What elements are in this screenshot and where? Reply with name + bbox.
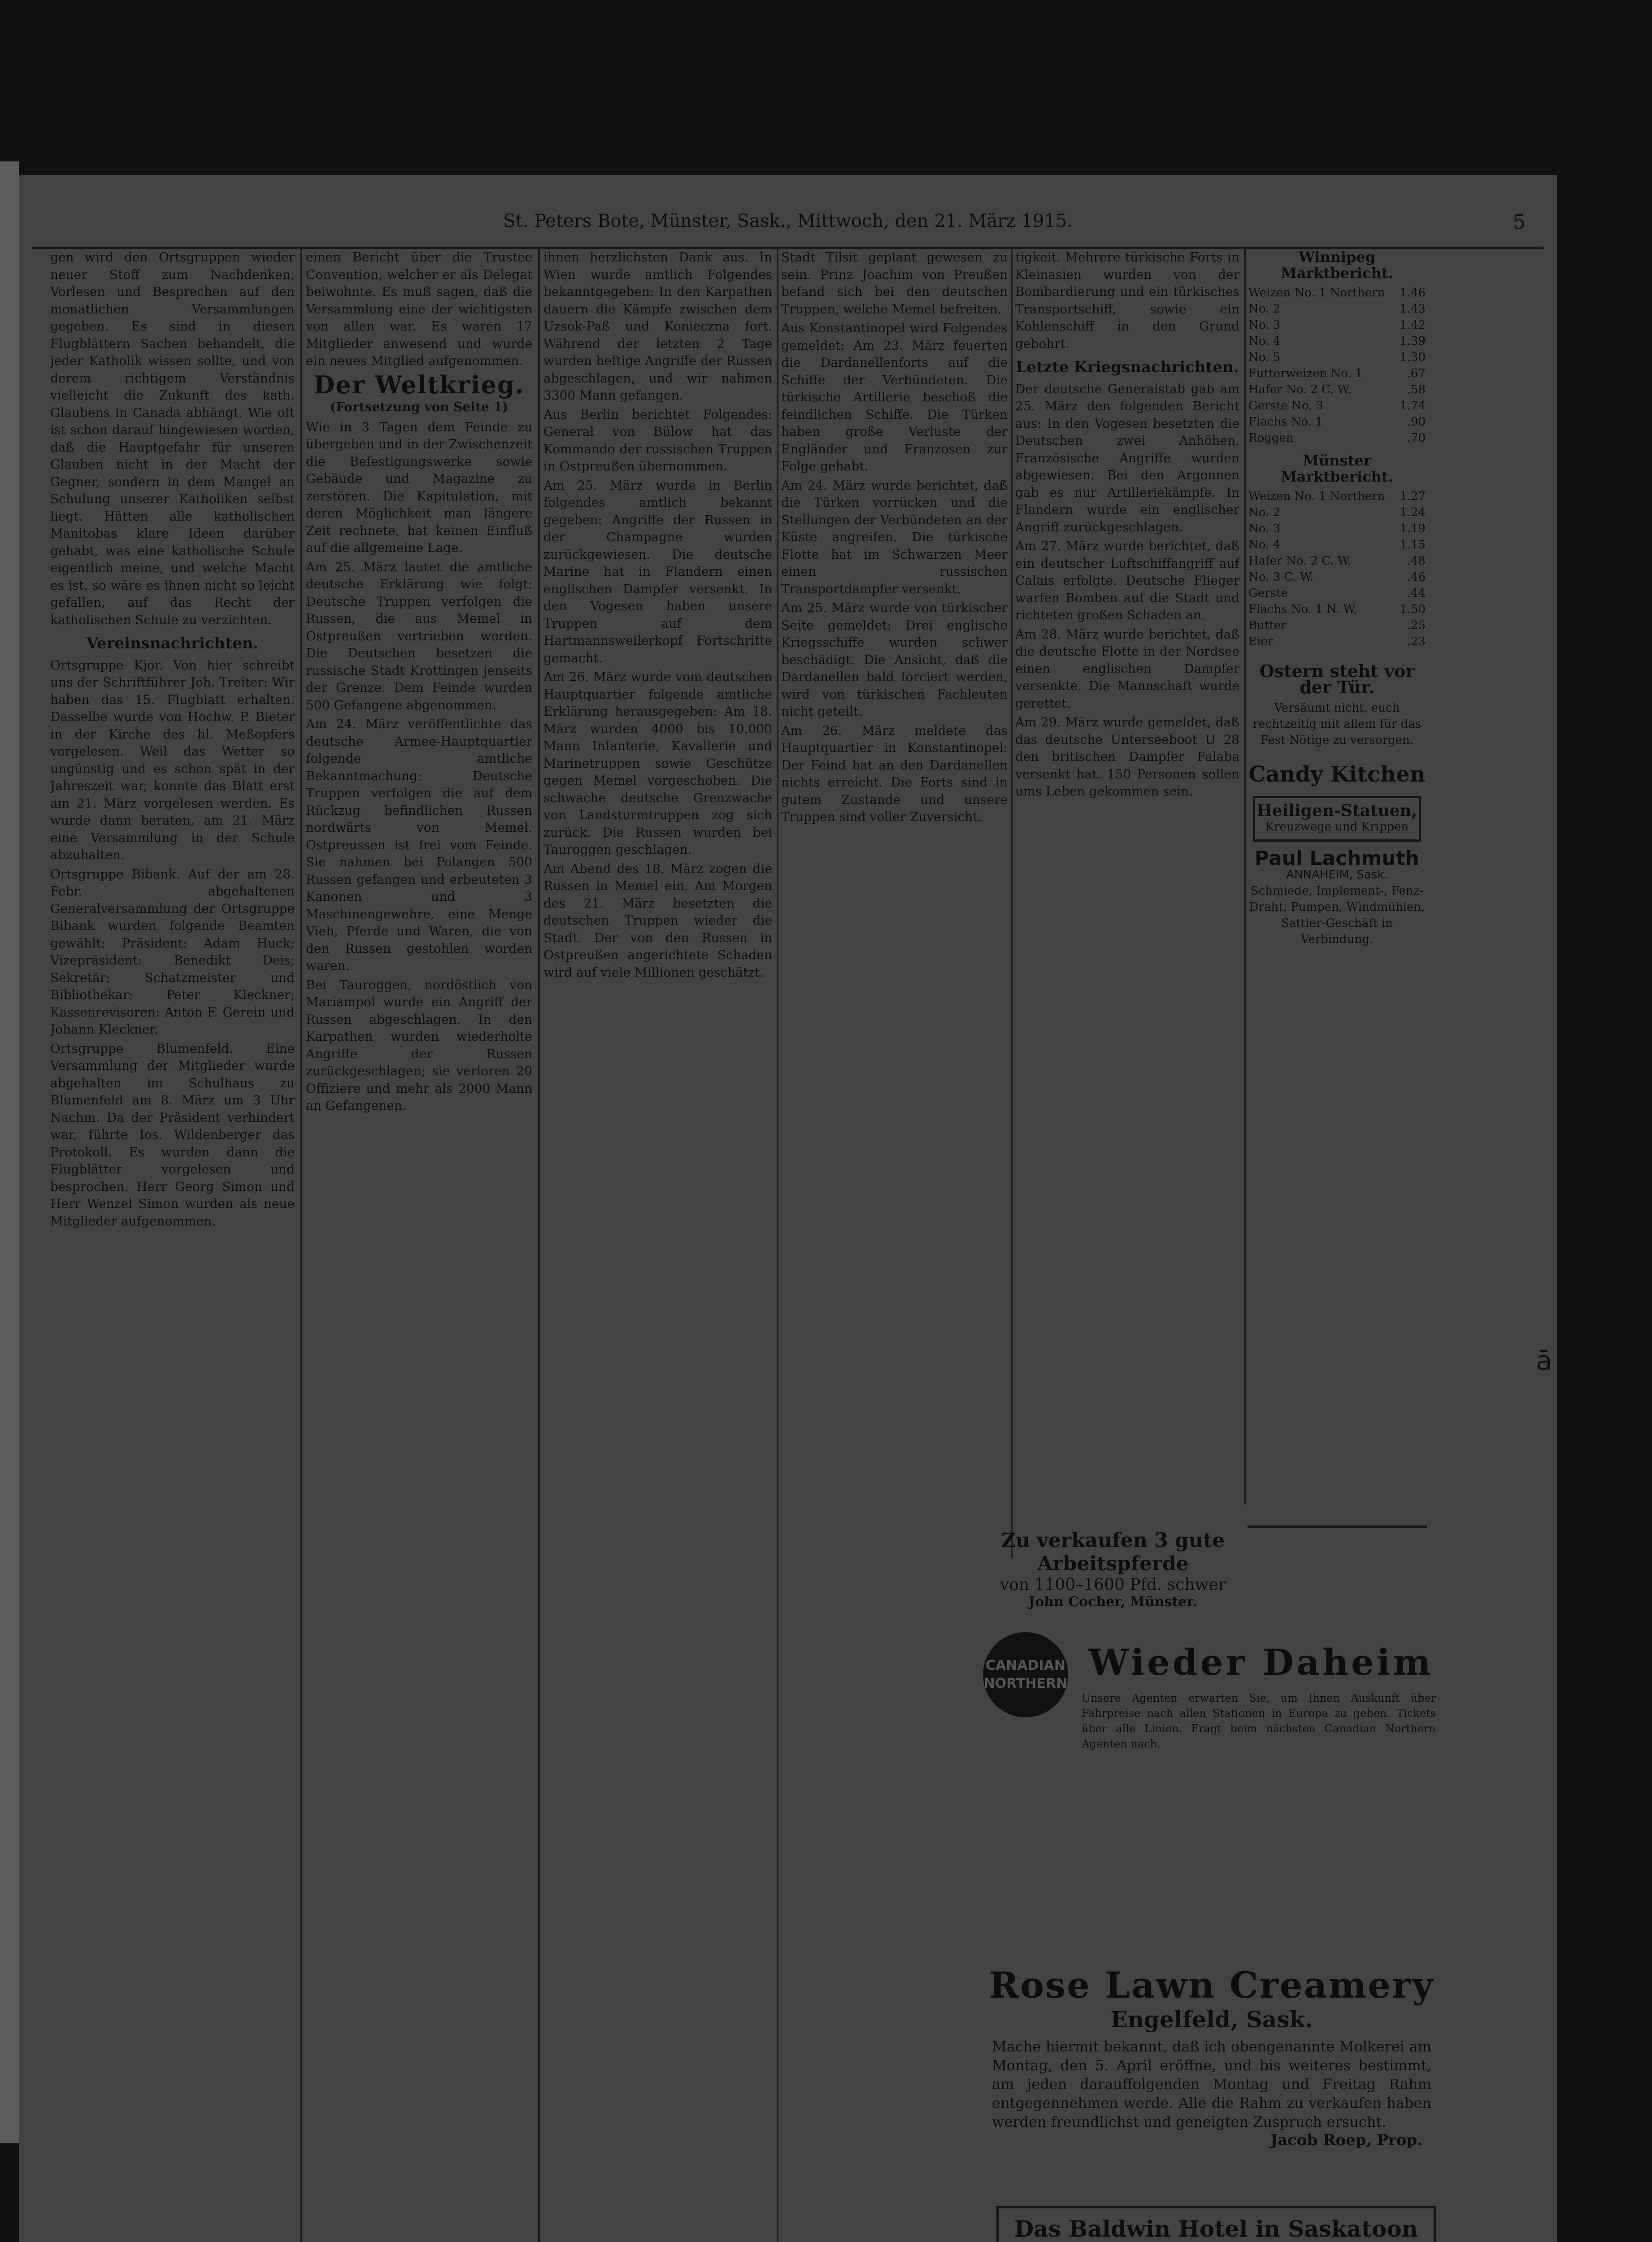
- market-column: [1248, 249, 1426, 1527]
- winnipeg-item-price: 1.74: [1400, 399, 1426, 413]
- market-bottom-rule: [1248, 1525, 1427, 1528]
- muenster-item-label: No. 2: [1248, 506, 1281, 519]
- winnipeg-item-price: 1.46: [1400, 286, 1426, 300]
- muenster-row: [1248, 601, 1426, 617]
- muenster-row: [1248, 553, 1426, 569]
- winnipeg-row: [1248, 382, 1426, 398]
- col2-body-3: Am 24. März veröffentlichte das deutsche Armee-Hauptquartier folgende amtliche Bekanntmachung: Deutsche Truppen verfolgen die auf dem Rückzug befindlichen Russen nordwärts von Memel. Ostpreussen ist frei vom Feinde. Sie nahmen bei Polangen 500 Russen gefangen und erbeuteten 3 Kanonen und 3 Maschinengewehre, eine Menge Vieh, Pferde und Waren, die von den Russen gestohlen worden waren.: [306, 717, 532, 973]
- column-5: [1015, 249, 1239, 1558]
- pencil-margin-mark: ā: [1536, 1345, 1552, 1377]
- muenster-item-label: Flachs No. 1 N. W.: [1248, 603, 1357, 616]
- muenster-row: [1248, 504, 1426, 521]
- col5-body-4: Am 29. März wurde gemeldet, daß das deutsche Unterseeboot U 28 den britischen Dampfer Falaba versenkt hat. 150 Personen sollen ums Leben gekommen sein.: [1015, 715, 1239, 799]
- wieder-daheim-heading: Wieder Daheim: [1088, 1641, 1434, 1683]
- rose-owner: Jacob Roep, Prop.: [1270, 2131, 1422, 2149]
- muenster-item-label: No. 3: [1248, 522, 1281, 535]
- rose-place: Engelfeld, Sask.: [1110, 2006, 1313, 2033]
- canadian-logo-top: CANADIAN: [986, 1658, 1065, 1673]
- pferde-ad: [983, 1529, 1243, 1610]
- winnipeg-item-label: Gerste No. 3: [1248, 399, 1324, 413]
- muenster-item-label: Weizen No. 1 Northern: [1248, 490, 1385, 503]
- col4-body-4: Am 26. März meldete das Hauptquartier in Konstantinopel: Der Feind hat an den Dardanellen nichts erreicht. Die Forts sind in gutem Zustande und unsere Truppen sind voller Zuversicht.: [781, 723, 1008, 824]
- muenster-item-price: .25: [1407, 619, 1426, 632]
- winnipeg-item-price: 1.39: [1400, 335, 1426, 348]
- winnipeg-item-price: 1.43: [1400, 302, 1426, 316]
- baldwin-hotel-ad: [996, 2206, 1436, 2242]
- col3-body-1: Aus Berlin berichtet Folgendes: General von Bülow hat das Kommando der russischen Truppen in Ostpreußen übernommen.: [543, 407, 772, 474]
- masthead-title: St. Peters Bote, Münster, Sask., Mittwoch, den 21. März 1915.: [503, 211, 1073, 231]
- col1-report-kjor: Ortsgruppe Kjor. Von hier schreibt uns der Schriftführer Joh. Treiter: Wir haben das 15. Flugblatt erhalten. Dasselbe wurde von Hochw. P. Bieter in der Kirche des hl. Meßopfers vorgelesen. Weil das Wetter so ungünstig und es schon spät in der Jahreszeit war, konnte das Blatt erst am 21. März vorgelesen werden. Es wurde dann beraten, am 21. März eine Versammlung in der Schule abzuhalten.: [50, 657, 295, 862]
- col5-body-1: Der deutsche Generalstab gab am 25. März den folgenden Bericht aus: In den Vogesen besetzten die Deutschen zwei Anhöhen. Französische Angriffe wurden abgewiesen. Bei den Argonnen gab es nur Artilleriekämpfe. In Flandern wurde ein englischer Angriff zurückgeschlagen.: [1015, 381, 1239, 534]
- lachmuth-place: ANNAHEIM, Sask.: [1286, 868, 1388, 882]
- pferde-weight: von 1100–1600 Pfd. schwer: [1000, 1576, 1226, 1594]
- winnipeg-item-label: Hafer No. 2 C. W.: [1248, 383, 1352, 396]
- col4-body-3: Am 25. März wurde von türkischer Seite gemeldet: Drei englische Kriegsschiffe wurden schwer beschädigt. Die Ansicht, daß die Dardanellen bald forciert werden, wird von türkischen Fachleuten nicht geteilt.: [781, 600, 1008, 719]
- muenster-item-label: No. 3 C. W.: [1248, 570, 1314, 584]
- pferde-heading: Zu verkaufen 3 gute Arbeitspferde: [1001, 1529, 1225, 1575]
- vereinsnachrichten-heading: Vereinsnachrichten.: [86, 634, 259, 652]
- muenster-item-price: 1.50: [1400, 603, 1426, 616]
- wieder-daheim-text: Unsere Agenten erwarten Sie, um Ihnen Auskunft über Fahrpreise nach allen Stationen in Europa zu geben. Tickets über alle Linien. Fragt beim nächsten Canadian Northern Agenten nach.: [1082, 1692, 1436, 1750]
- column-divider: [538, 249, 540, 2242]
- winnipeg-market-table: [1248, 285, 1426, 446]
- winnipeg-item-label: Futterweizen No. 1: [1248, 367, 1363, 380]
- col1-report-blumenfeld: Ortsgruppe Blumenfeld. Eine Versammlung der Mitglieder wurde abgehalten im Schulhaus zu Blumenfeld am 8. März um 3 Uhr Nachm. Da der Präsident verhindert war, führte Ios. Wildenberger das Protokoll. Es wurden dann die Flugblätter vorgelesen und besprochen. Herr Georg Simon und Herr Wenzel Simon wurden als neue Mitglieder aufgenommen.: [50, 1041, 295, 1229]
- winnipeg-item-price: .90: [1407, 415, 1426, 429]
- ostern-heading: Ostern steht vor der Tür.: [1259, 661, 1415, 697]
- muenster-item-label: Butter: [1248, 619, 1287, 632]
- muenster-item-label: Hafer No. 2 C. W.: [1248, 554, 1352, 568]
- muenster-item-label: Gerste: [1248, 587, 1288, 600]
- column-divider: [777, 249, 778, 2242]
- muenster-row: [1248, 585, 1426, 601]
- winnipeg-item-label: No. 5: [1248, 351, 1281, 364]
- winnipeg-item-price: 1.30: [1400, 351, 1426, 364]
- col3-body-4: Am Abend des 18. März zogen die Russen in Memel ein. Am Morgen des 21. März besetzten die deutschen Truppen wieder die Stadt. Der von den Russen in Ostpreußen angerichtete Schaden wird auf viele Millionen geschätzt.: [543, 861, 772, 980]
- col4-intro: Stadt Tilsit geplant gewesen zu sein. Prinz Joachim von Preußen befand sich bei den deutschen Truppen, welche Memel befreiten.: [781, 250, 1008, 317]
- column-divider: [1244, 249, 1246, 1504]
- muenster-item-label: Eier: [1248, 635, 1274, 648]
- winnipeg-item-price: .67: [1407, 367, 1426, 380]
- column-1: [50, 249, 295, 2242]
- column-divider: [300, 249, 302, 2242]
- newspaper-page: [19, 175, 1557, 2242]
- winnipeg-item-label: No. 4: [1248, 335, 1281, 348]
- muenster-item-price: 1.19: [1400, 522, 1426, 535]
- col3-body-3: Am 26. März wurde vom deutschen Hauptquartier folgende amtliche Erklärung herausgegeben: Am 18. März wurden 4000 bis 10.000 Mann Infanterie, Kavallerie und Marinetruppen sowie Geschütze gegen Memel vorgeschoben. Die schwache deutsche Grenzwache von Landsturmtruppen zog sich zurück. Die Russen wurden bei Tauroggen geschlagen.: [543, 669, 772, 857]
- winnipeg-item-label: No. 3: [1248, 318, 1281, 332]
- rose-lawn-creamery-ad: [983, 1964, 1440, 2149]
- col5-body-3: Am 28. März wurde berichtet, daß die deutsche Flotte in der Nordsee einen englischen Dampfer versenkte. Die Mannschaft wurde gerettet.: [1015, 626, 1239, 711]
- col2-body-2: Am 25. März lautet die amtliche deutsche Erklärung wie folgt: Deutsche Truppen verfolgen die Russen, die aus Memel in Ostpreußen vertrieben worden. Die Deutschen besetzen die russische Stadt Krottingen jenseits der Grenze. Dem Feinde wurden 500 Gefangene abgenommen.: [306, 559, 532, 713]
- winnipeg-row: [1248, 365, 1426, 382]
- winnipeg-row: [1248, 349, 1426, 365]
- muenster-item-price: .48: [1407, 554, 1426, 568]
- winnipeg-item-price: .70: [1407, 431, 1426, 445]
- muenster-item-price: 1.24: [1400, 506, 1426, 519]
- rose-heading: Rose Lawn Creamery: [989, 1964, 1435, 2006]
- heiligen-subheading: Kreuzwege und Krippen: [1265, 820, 1409, 834]
- col1-report-bibank: Ortsgruppe Bibank. Auf der am 28. Febr. abgehaltenen Generalversammlung der Ortsgruppe Bibank wurden folgende Beamten gewählt: Präsident: Adam Huck; Vizepräsident: Benedikt Deis; Sekretär: Schatzmeister und Bibliothekar: Peter Kleckner; Kassenrevisoren: Anton F. Gerein und Johann Kleckner.: [50, 866, 295, 1037]
- column-divider: [1011, 249, 1013, 1558]
- muenster-row: [1248, 537, 1426, 553]
- winnipeg-row: [1248, 430, 1426, 446]
- baldwin-heading: Das Baldwin Hotel in Saskatoon: [1014, 2216, 1418, 2242]
- ostern-text: Versäumt nicht, euch rechtzeitig mit allem für das Fest Nötige zu versorgen.: [1252, 701, 1422, 747]
- winnipeg-row: [1248, 317, 1426, 333]
- col5-intro: tigkeit. Mehrere türkische Forts in Kleinasien wurden von der Bombardierung und ein türkisches Transportschiff, sowie ein Kohlenschiff in den Grund gebohrt.: [1015, 250, 1239, 351]
- muenster-row: [1248, 488, 1426, 504]
- col3-intro: ihnen herzlichsten Dank aus. In Wien wurde amtlich Folgendes bekanntgegeben: In den Karpathen dauern die Kämpfe zwischen dem Uzsok-Paß und Konieczna fort. Während der letzten 2 Tage wurden heftige Angriffe der Russen abgeschlagen, und wir nahmen 3300 Mann gefangen.: [543, 250, 772, 403]
- candy-kitchen-heading: Candy Kitchen: [1248, 762, 1426, 787]
- muenster-item-price: .23: [1407, 635, 1426, 648]
- winnipeg-row: [1248, 398, 1426, 414]
- muenster-row: [1248, 634, 1426, 650]
- adjacent-page-edge: [0, 161, 19, 2143]
- weltkrieg-subheading: (Fortsetzung von Seite 1): [330, 400, 509, 414]
- muenster-row: [1248, 569, 1426, 585]
- col2-body-1: Wie in 3 Tagen dem Feinde zu übergeben und in der Zwischenzeit die Befestigungswerke sowie Gebäude und Magazine zu zerstören. Die Kapitulation, mit deren Möglichkeit man längere Zeit rechnete, hat keinen Einfluß auf die allgemeine Lage.: [306, 419, 532, 555]
- canadian-logo-bottom: NORTHERN: [983, 1676, 1068, 1691]
- wieder-daheim-ad: [983, 1632, 1440, 1946]
- winnipeg-item-label: No. 2: [1248, 302, 1281, 316]
- col3-body-2: Am 25. März wurde in Berlin folgendes amtlich bekannt gegeben: Angriffe der Russen in der Champagne wurden zurückgewiesen. Die deutsche Marine hat in Flandern einen englischen Dampfer versenkt. In den Vogesen haben unsere Truppen auf dem Hartmannsweilerkopf Fortschritte gemacht.: [543, 478, 772, 665]
- heiligen-heading: Heiligen-Statuen,: [1256, 801, 1417, 820]
- muenster-market-title: Münster Marktbericht.: [1281, 452, 1393, 485]
- lachmuth-name: Paul Lachmuth: [1254, 847, 1420, 870]
- muenster-market-table: [1248, 488, 1426, 650]
- pferde-seller: John Cocher, Münster.: [1029, 1594, 1197, 1610]
- column-3: [543, 249, 772, 2242]
- muenster-row: [1248, 521, 1426, 537]
- col2-intro: einen Bericht über die Trustee Convention, welcher er als Delegat beiwohnte. Es muß sagen, daß die Versammlung eine der wichtigsten von allen war. Es waren 17 Mitglieder anwesend und wurde ein neues Mitglied aufgenommen.: [306, 250, 532, 368]
- lachmuth-text: Schmiede, Implement-, Fenz-Draht, Pumpen, Windmühlen, Sattler-Geschäft in Verbindung.: [1249, 884, 1425, 946]
- winnipeg-item-label: Roggen: [1248, 431, 1294, 445]
- page-number: 5: [1513, 211, 1526, 234]
- col4-body-1: Aus Konstantinopel wird Folgendes gemeldet: Am 23. März feuerten die Dardanellenforts auf die Schiffe der Verbündeten. Die türkische Artillerie beschoß die feindlichen Schiffe. Die Türken haben große Verluste der Engländer und Franzosen zur Folge gehabt.: [781, 321, 1008, 474]
- heiligen-statuen-ad: [1253, 796, 1421, 842]
- weltkrieg-heading: Der Weltkrieg.: [313, 370, 525, 399]
- winnipeg-row: [1248, 333, 1426, 349]
- winnipeg-item-label: Weizen No. 1 Northern: [1248, 286, 1385, 300]
- canadian-northern-logo: [983, 1632, 1068, 1717]
- winnipeg-row: [1248, 285, 1426, 301]
- column-4: [781, 249, 1008, 1558]
- winnipeg-item-price: .58: [1407, 383, 1426, 396]
- winnipeg-row: [1248, 301, 1426, 317]
- col4-body-2: Am 24. März wurde berichtet, daß die Türken vorrücken und die Stellungen der Verbündeten an der Küste angreifen. Die türkische Flotte hat im Schwarzen Meer einen russischen Transportdampfer versenkt.: [781, 478, 1008, 596]
- winnipeg-market-title: Winnipeg Marktbericht.: [1281, 249, 1393, 282]
- muenster-row: [1248, 617, 1426, 634]
- winnipeg-item-label: Flachs No. 1: [1248, 415, 1323, 429]
- muenster-item-price: 1.15: [1400, 538, 1426, 552]
- winnipeg-row: [1248, 414, 1426, 430]
- rose-text: Mache hiermit bekannt, daß ich obengenannte Molkerei am Montag, den 5. April eröffne, und bis weiteres bestimmt, am jeden darauffolgenden Montag und Freitag Rahm entgegennehmen werde. Alle die Rahm zu verkaufen haben werden freundlichst und geneigten Zuspruch ersucht.: [992, 2038, 1431, 2130]
- letzte-kriegsnachrichten-heading: Letzte Kriegsnachrichten.: [1016, 358, 1239, 376]
- col2-body-4: Bei Tauroggen, nordöstlich von Mariampol wurde ein Angriff der Russen abgeschlagen. In den Karpathen wurden wiederholte Angriffe der Russen zurückgeschlagen; sie verloren 20 Offiziere und mehr als 2000 Mann an Gefangenen.: [306, 977, 532, 1113]
- col1-intro: gen wird den Ortsgruppen wieder neuer Stoff zum Nachdenken, Vorlesen und Besprechen auf den monatlichen Versammlungen gegeben. Es sind in diesen Flugblättern Sachen behandelt, die jeder Katholik wissen sollte, und von derem richtigem Verständnis vielleicht die Zukunft des kath. Glaubens in Canada abhängt. Wie oft ist schon darauf hingewiesen worden, daß die Hauptgefahr für unseren Glauben nicht in der Macht der Gegner, sondern in dem Mangel an Schulung unserer Katholiken selbst liegt. Hätten alle katholischen Manitobas klare Ideen darüber gehabt, was eine katholische Schule eigentlich meine, und welche Macht es ist, so wäre es ihnen nicht so leicht gefallen, auf das Recht der katholischen Schule zu verzichten.: [50, 250, 295, 627]
- masthead: [19, 211, 1557, 247]
- col5-body-2: Am 27. März wurde berichtet, daß ein deutscher Luftschiffangriff auf Calais erfolgte. Deutsche Flieger warfen Bomben auf die Stadt und richteten großen Schaden an.: [1015, 539, 1239, 622]
- column-2: [306, 249, 532, 2242]
- muenster-item-price: 1.27: [1400, 490, 1426, 503]
- winnipeg-item-price: 1.42: [1400, 318, 1426, 332]
- muenster-item-price: .46: [1407, 570, 1426, 584]
- muenster-item-price: .44: [1407, 587, 1426, 600]
- muenster-item-label: No. 4: [1248, 538, 1281, 552]
